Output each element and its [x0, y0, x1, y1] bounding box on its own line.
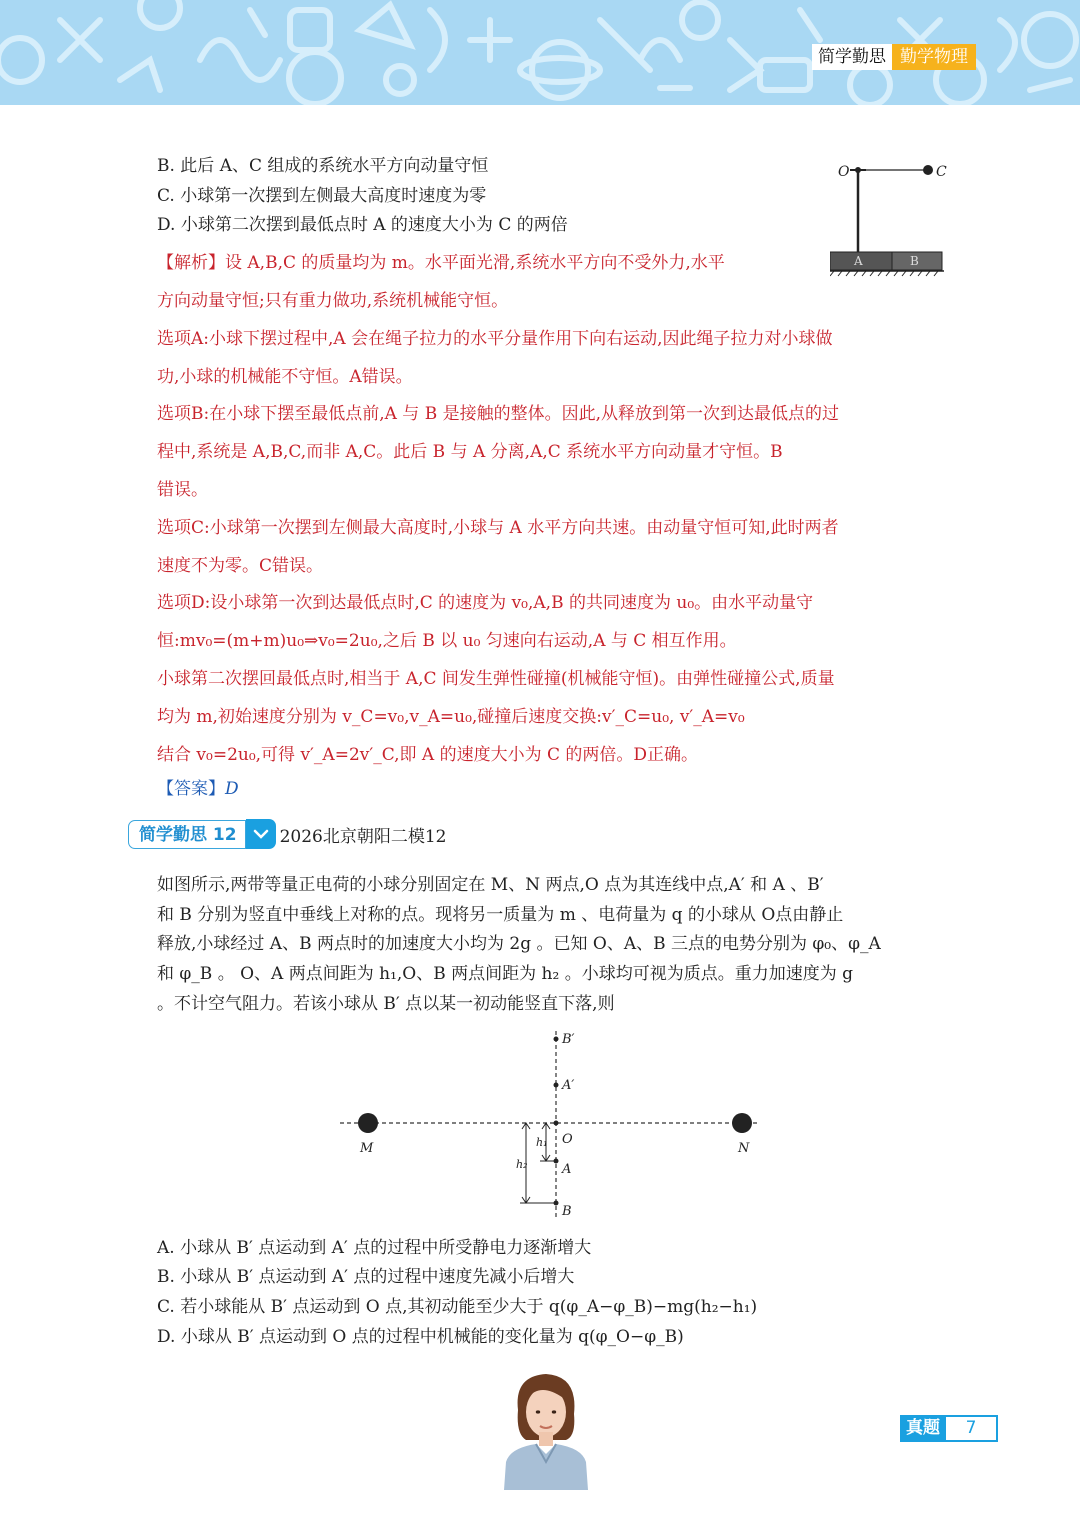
label-b: B	[562, 1204, 572, 1219]
page-number: 7	[946, 1415, 998, 1442]
brand-left: 简学勤思	[812, 44, 892, 70]
option-c-prev: C. 小球第一次摆到左侧最大高度时速度为零	[157, 186, 487, 206]
question-tag	[128, 819, 446, 849]
charges-figure	[330, 1025, 770, 1225]
question-source: 2026北京朝阳二模12	[279, 826, 447, 847]
answer-label: 【答案】	[157, 779, 225, 799]
pendulum-label-o: O	[838, 164, 850, 180]
page-footer	[900, 1415, 998, 1442]
analysis-line-11: 恒:mv₀=(m+m)u₀⇒v₀=2u₀,之后 B 以 u₀ 匀速向右运动,A 与 C 相互作用。	[157, 631, 737, 651]
answer	[157, 779, 239, 799]
label-a-prime: A′	[562, 1078, 575, 1093]
question-number: 简学勤思 12	[128, 820, 246, 849]
option-c: C. 若小球能从 B′ 点运动到 O 点,其初动能至少大于 q(φ_A−φ_B)−mg(h₂−h₁)	[157, 1297, 758, 1317]
analysis-line-8: 选项C:小球第一次摆到左侧最大高度时,小球与 A 水平方向共速。由动量守恒可知,此时两者	[157, 518, 839, 538]
analysis-line-7: 错误。	[157, 480, 208, 500]
analysis-line-13: 均为 m,初始速度分别为 v_C=v₀,v_A=u₀,碰撞后速度交换:v′_C=u₀, v′_A=v₀	[157, 707, 745, 727]
analysis-line-10: 选项D:设小球第一次到达最低点时,C 的速度为 v₀,A,B 的共同速度为 u₀。由水平动量守	[157, 593, 814, 613]
pendulum-label-b: B	[910, 254, 919, 268]
pendulum-label-c: C	[936, 164, 947, 180]
label-h1: h₁	[536, 1136, 548, 1149]
teacher-avatar	[500, 1370, 592, 1490]
pendulum-label-a: A	[854, 254, 863, 268]
stem-line-3: 释放,小球经过 A、B 两点时的加速度大小均为 2g 。已知 O、A、B 三点的电势分别为 φ₀、φ_A	[157, 934, 881, 954]
option-b-prev: B. 此后 A、C 组成的系统水平方向动量守恒	[157, 156, 489, 176]
analysis-line-2: 方向动量守恒;只有重力做功,系统机械能守恒。	[157, 291, 509, 311]
analysis-line-4: 功,小球的机械能不守恒。A错误。	[157, 367, 413, 387]
option-b: B. 小球从 B′ 点运动到 A′ 点的过程中速度先减小后增大	[157, 1267, 575, 1287]
brand-right: 勤学物理	[892, 44, 976, 70]
footer-label: 真题	[900, 1415, 946, 1442]
answer-value: D	[225, 779, 239, 799]
stem-line-5: 。不计空气阻力。若该小球从 B′ 点以某一初动能竖直下落,则	[157, 994, 615, 1014]
option-d: D. 小球从 B′ 点运动到 O 点的过程中机械能的变化量为 q(φ_O−φ_B)	[157, 1327, 684, 1347]
label-h2: h₂	[516, 1158, 528, 1171]
pendulum-figure	[830, 152, 950, 277]
label-b-prime: B′	[562, 1032, 575, 1047]
analysis-line-12: 小球第二次摆回最低点时,相当于 A,C 间发生弹性碰撞(机械能守恒)。由弹性碰撞公式,质量	[157, 669, 835, 689]
label-a: A	[562, 1162, 572, 1177]
stem-line-1: 如图所示,两带等量正电荷的小球分别固定在 M、N 两点,O 点为其连线中点,A′ 和 A 、B′	[157, 875, 824, 895]
option-d-prev: D. 小球第二次摆到最低点时 A 的速度大小为 C 的两倍	[157, 215, 568, 235]
option-a: A. 小球从 B′ 点运动到 A′ 点的过程中所受静电力逐渐增大	[157, 1238, 592, 1258]
analysis-line-1: 【解析】设 A,B,C 的质量均为 m。水平面光滑,系统水平方向不受外力,水平	[157, 253, 725, 273]
analysis-line-3: 选项A:小球下摆过程中,A 会在绳子拉力的水平分量作用下向右运动,因此绳子拉力对小球做	[157, 329, 833, 349]
chevron-down-icon[interactable]	[246, 819, 276, 849]
brand-badge	[812, 44, 976, 70]
stem-line-4: 和 φ_B 。 O、A 两点间距为 h₁,O、B 两点间距为 h₂ 。小球均可视为质点。重力加速度为 g	[157, 964, 853, 984]
analysis-line-5: 选项B:在小球下摆至最低点前,A 与 B 是接触的整体。因此,从释放到第一次到达最低点的过	[157, 404, 840, 424]
analysis-line-14: 结合 v₀=2u₀,可得 v′_A=2v′_C,即 A 的速度大小为 C 的两倍。D正确。	[157, 745, 699, 765]
header-banner	[0, 0, 1080, 105]
stem-line-2: 和 B 分别为竖直中垂线上对称的点。现将另一质量为 m 、电荷量为 q 的小球从 O点由静止	[157, 905, 844, 925]
analysis-line-9: 速度不为零。C错误。	[157, 556, 324, 576]
label-o: O	[562, 1132, 573, 1147]
analysis-line-6: 程中,系统是 A,B,C,而非 A,C。此后 B 与 A 分离,A,C 系统水平方向动量才守恒。B	[157, 442, 783, 462]
label-m: M	[360, 1141, 374, 1156]
label-n: N	[738, 1141, 750, 1156]
